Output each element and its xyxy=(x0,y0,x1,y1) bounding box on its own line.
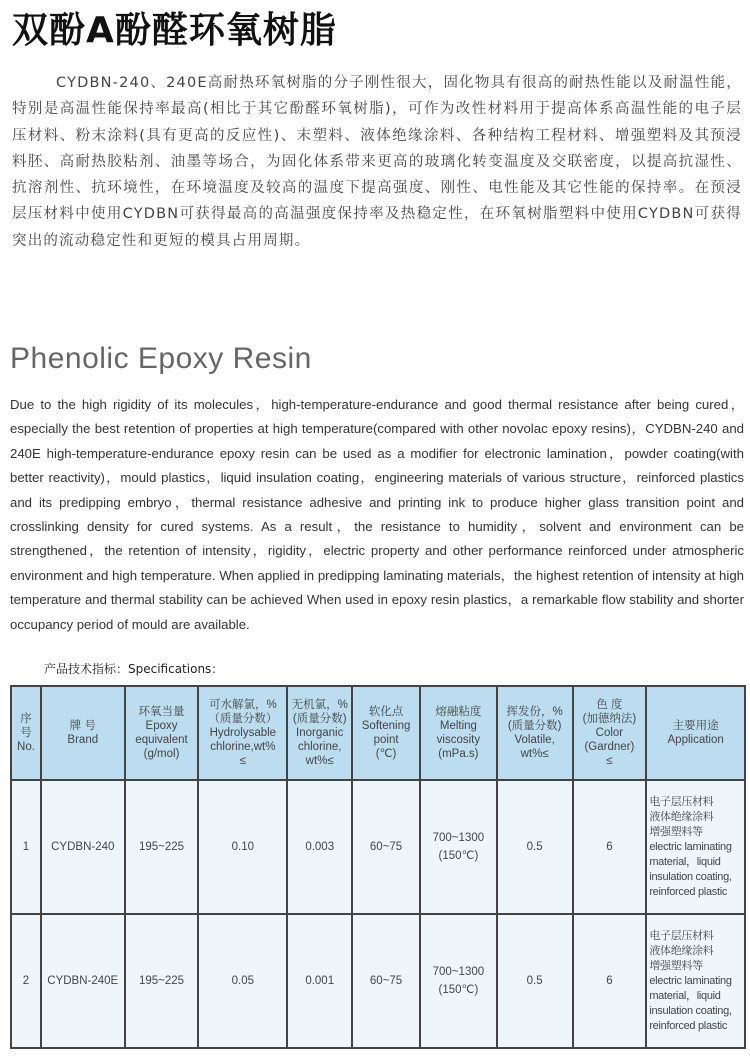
application-line: reinforced plastic xyxy=(649,1019,728,1032)
application-line: electric laminating xyxy=(649,840,732,853)
header-line: (质量分数) xyxy=(292,713,347,725)
header-line: 软化点 xyxy=(368,706,404,718)
cell-inorg: 0.003 xyxy=(287,780,352,914)
header-line: chlorine, xyxy=(297,741,342,753)
application-line: 增强塑料等 xyxy=(649,959,703,972)
cell-app xyxy=(646,780,745,914)
application-line: 电子层压材料 xyxy=(649,795,714,808)
application-line: 液体绝缘涂料 xyxy=(649,944,714,957)
cell-epoxy: 195~225 xyxy=(125,914,199,1048)
cell-inorg: 0.001 xyxy=(287,914,352,1048)
header-line: Brand xyxy=(67,734,99,746)
column-header xyxy=(287,686,352,780)
column-header xyxy=(352,686,420,780)
header-line: wt%≤ xyxy=(305,755,334,767)
column-header xyxy=(573,686,647,780)
chinese-description: CYDBN-240、240E高耐热环氧树脂的分子刚性很大，固化物具有很高的耐热性能以及耐温性能，特别是高温性能保持率最高(相比于其它酚醛环氧树脂)，可作为改性材料用于提高体系高温性能的电子层压材料、粉末涂料(具有更高的反应性)、末塑料、液体绝缘涂料、各种结构工程材料、增强塑料及其预浸料胚、高耐热胶粘剂、油墨等场合，为固化体系带来更高的玻璃化转变温度及交联密度，以提高抗湿性、抗溶剂性、抗环境性，在环境温度及较高的温度下提高强度、刚性、电性能及其它性能的保持率。在预浸层压材料中使用CYDBN可获得最高的高温强度保持率及热稳定性，在环氧树脂塑料中使用CYDBN可获得突出的流动稳定性和更短的模具占用周期。 xyxy=(12,75,742,249)
viscosity-value: (150℃) xyxy=(438,850,479,862)
column-header xyxy=(646,686,745,780)
header-line: (加德纳法) xyxy=(582,713,637,725)
viscosity-value: 700~1300 xyxy=(432,966,485,978)
header-line: 序 xyxy=(20,713,32,725)
table-header-row xyxy=(11,686,745,780)
column-header xyxy=(125,686,199,780)
application-line: 电子层压材料 xyxy=(649,929,714,942)
header-line: （质量分数） xyxy=(208,713,278,725)
header-line: ≤ xyxy=(239,755,246,767)
header-line: 可水解氯，% xyxy=(208,699,277,711)
column-header xyxy=(198,686,287,780)
column-header xyxy=(11,686,41,780)
table-row xyxy=(11,780,745,914)
cell-app xyxy=(646,914,745,1048)
header-line: 熔融粘度 xyxy=(435,706,482,718)
english-description: Due to the high rigidity of its molecules，high-temperature-endurance and good thermal resistance after being cured，especially the best retention of properties at high temperature(compared with other novolac epoxy resins)，CYDBN-240 and 240E high-temperature-endurance epoxy resin can be used as a modifier for electronic lamination，powder coating(with better reactivity)，mould plastics，liquid insulation coating，engineering materials of various structure，reinforced plastics and its predipping embryo，thermal resistance adhesive and printing ink to produce higher glass transition point and crosslinking density for cured systems. As a result，the resistance to humidity，solvent and environment can be strengthened，the retention of intensity，rigidity，electric property and other performance reinforced under atmospheric environment and high temperature. When applied in predipping laminating materials，the highest retention of intensity at high temperature and thermal stability can be achieved When used in epoxy resin plastics，a remarkable flow stability and shorter occupancy period of mould are available. xyxy=(10,397,744,632)
header-line: 环氧当量 xyxy=(138,706,185,718)
header-line: Melting xyxy=(439,720,477,732)
cell-hydro: 0.05 xyxy=(198,914,287,1048)
english-title: Phenolic Epoxy Resin xyxy=(10,342,312,375)
viscosity-value: (150℃) xyxy=(438,984,479,996)
cell-no: 2 xyxy=(11,914,41,1048)
header-line: (mPa.s) xyxy=(438,748,479,760)
header-line: 无机氯，% xyxy=(291,699,348,711)
cell-brand: CYDBN-240 xyxy=(41,780,125,914)
header-line: 挥发份，% xyxy=(506,706,563,718)
table-row xyxy=(11,914,745,1048)
header-line: Hydrolysable xyxy=(209,727,277,739)
cell-soft: 60~75 xyxy=(352,780,420,914)
header-line: equivalent xyxy=(135,734,188,746)
viscosity-value: 700~1300 xyxy=(432,832,485,844)
header-line: (g/mol) xyxy=(143,748,180,760)
header-line: (质量分数) xyxy=(507,720,562,732)
specifications-label: 产品技术指标：Specifications： xyxy=(44,662,224,676)
header-line: wt%≤ xyxy=(520,748,549,760)
header-line: (Gardner) xyxy=(584,741,635,753)
cell-soft: 60~75 xyxy=(352,914,420,1048)
cell-color: 6 xyxy=(573,780,647,914)
application-line: insulation coating, xyxy=(649,1004,732,1017)
cell-vol: 0.5 xyxy=(497,914,573,1048)
header-line: Softening xyxy=(361,720,411,732)
cell-color: 6 xyxy=(573,914,647,1048)
header-line: Epoxy xyxy=(145,720,178,732)
cell-visc xyxy=(420,780,497,914)
header-line: Color xyxy=(595,727,624,739)
cell-visc xyxy=(420,914,497,1048)
header-line: 号 xyxy=(20,727,32,739)
application-line: material，liquid xyxy=(649,989,721,1002)
cell-no: 1 xyxy=(11,780,41,914)
application-line: reinforced plastic xyxy=(649,885,728,898)
header-line: point xyxy=(373,734,399,746)
header-line: 牌 号 xyxy=(69,720,96,732)
header-line: viscosity xyxy=(436,734,481,746)
header-line: Application xyxy=(667,734,724,746)
header-line: chlorine,wt% xyxy=(210,741,276,753)
header-line: 色 度 xyxy=(596,699,623,711)
header-line: Volatile, xyxy=(514,734,555,746)
application-line: electric laminating xyxy=(649,974,732,987)
page-title: 双酚A酚醛环氧树脂 xyxy=(12,10,337,51)
header-line: No. xyxy=(17,741,35,753)
cell-vol: 0.5 xyxy=(497,780,573,914)
column-header xyxy=(497,686,573,780)
column-header xyxy=(41,686,125,780)
header-line: ≤ xyxy=(606,755,613,767)
column-header xyxy=(420,686,497,780)
specifications-table xyxy=(10,685,746,1049)
header-line: 主要用途 xyxy=(672,720,719,732)
cell-hydro: 0.10 xyxy=(198,780,287,914)
application-line: 增强塑料等 xyxy=(649,825,703,838)
cell-epoxy: 195~225 xyxy=(125,780,199,914)
cell-brand: CYDBN-240E xyxy=(41,914,125,1048)
application-line: material，liquid xyxy=(649,855,721,868)
application-line: insulation coating, xyxy=(649,870,732,883)
header-line: (℃) xyxy=(375,748,397,760)
application-line: 液体绝缘涂料 xyxy=(649,810,714,823)
header-line: Inorganic xyxy=(296,727,344,739)
